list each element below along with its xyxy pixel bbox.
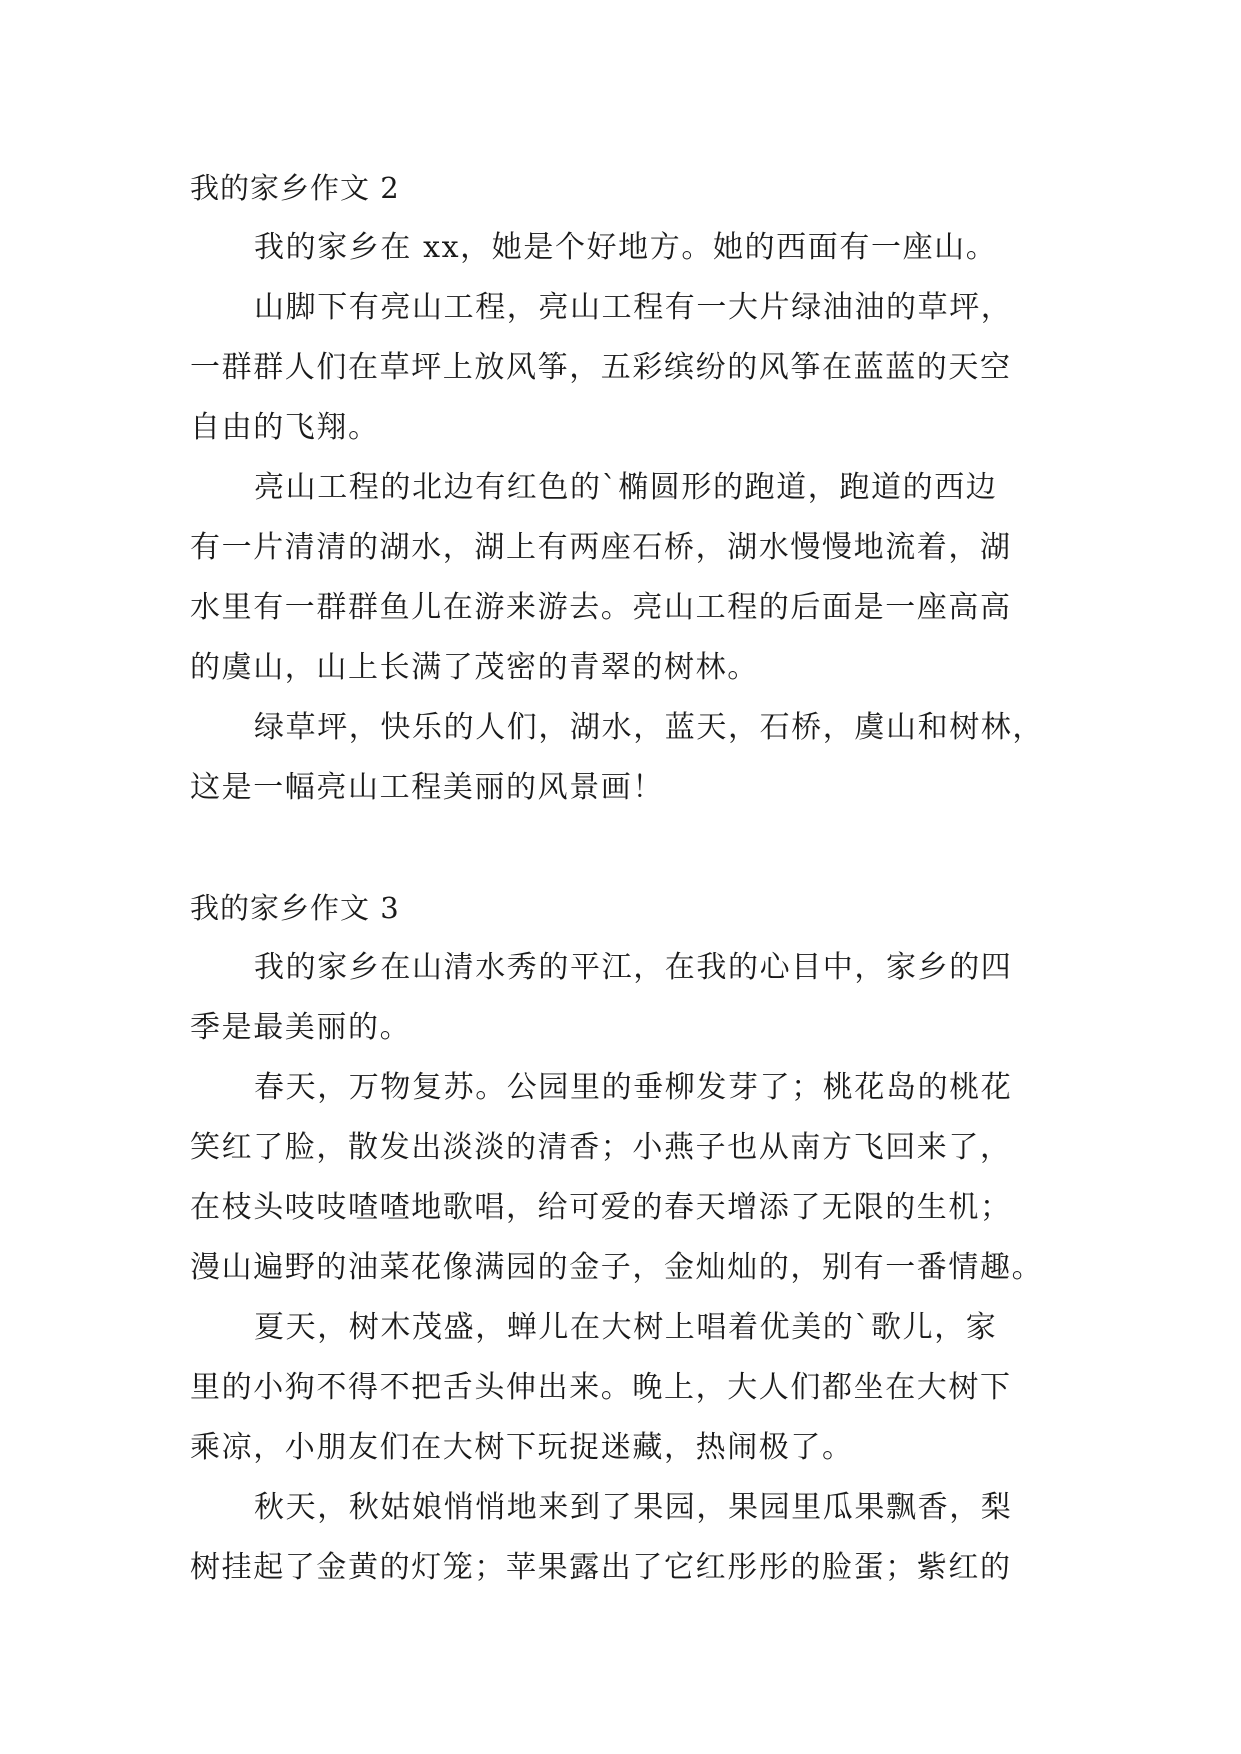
text-line: 水里有一群群鱼儿在游来游去。亮山工程的后面是一座高高 xyxy=(190,590,1012,625)
essay-title: 我的家乡作文 2 xyxy=(190,171,400,205)
text-line: 山脚下有亮山工程，亮山工程有一大片绿油油的草坪， xyxy=(254,290,1013,325)
text-line: 季是最美丽的。 xyxy=(190,1010,412,1045)
essay-3 xyxy=(190,878,1090,1598)
text-line: 笑红了脸，散发出淡淡的清香；小燕子也从南方飞回来了， xyxy=(190,1130,1012,1165)
text-line: 乘凉，小朋友们在大树下玩捉迷藏，热闹极了。 xyxy=(190,1430,854,1465)
paragraph xyxy=(190,1298,1090,1478)
paragraph xyxy=(190,1478,1090,1598)
text-line: 漫山遍野的油菜花像满园的金子，金灿灿的，别有一番情趣。 xyxy=(190,1250,1044,1285)
text-line: 一群群人们在草坪上放风筝，五彩缤纷的风筝在蓝蓝的天空 xyxy=(190,350,1012,385)
paragraph xyxy=(190,218,1090,278)
text-line: 自由的飞翔。 xyxy=(190,410,380,445)
paragraph xyxy=(190,278,1090,458)
paragraph xyxy=(190,1058,1090,1298)
paragraph xyxy=(190,698,1090,818)
text-line: 我的家乡在山清水秀的平江，在我的心目中，家乡的四 xyxy=(254,950,1013,985)
text-line: 秋天，秋姑娘悄悄地来到了果园，果园里瓜果飘香，梨 xyxy=(254,1490,1013,1525)
text-line: 这是一幅亮山工程美丽的风景画！ xyxy=(190,770,664,805)
text-line: 树挂起了金黄的灯笼；苹果露出了它红彤彤的脸蛋；紫红的 xyxy=(190,1550,1012,1585)
text-line: 在枝头吱吱喳喳地歌唱，给可爱的春天增添了无限的生机； xyxy=(190,1190,1012,1225)
text-line: 里的小狗不得不把舌头伸出来。晚上，大人们都坐在大树下 xyxy=(190,1370,1012,1405)
essay-2 xyxy=(190,158,1090,818)
paragraph xyxy=(190,938,1090,1058)
text-line: 的虞山，山上长满了茂密的青翠的树林。 xyxy=(190,650,759,685)
text-line: 春天，万物复苏。公园里的垂柳发芽了；桃花岛的桃花 xyxy=(254,1070,1013,1105)
text-line: 我的家乡在 xx，她是个好地方。她的西面有一座山。 xyxy=(254,230,998,265)
text-line: 绿草坪，快乐的人们，湖水，蓝天，石桥，虞山和树林， xyxy=(254,710,1044,745)
document-page xyxy=(190,158,1090,1598)
text-line: 有一片清清的湖水，湖上有两座石桥，湖水慢慢地流着，湖 xyxy=(190,530,1012,565)
paragraph xyxy=(190,458,1090,698)
text-line: 亮山工程的北边有红色的`椭圆形的跑道，跑道的西边 xyxy=(254,470,998,505)
essay-title: 我的家乡作文 3 xyxy=(190,891,400,925)
text-line: 夏天，树木茂盛，蝉儿在大树上唱着优美的`歌儿，家 xyxy=(254,1310,998,1345)
